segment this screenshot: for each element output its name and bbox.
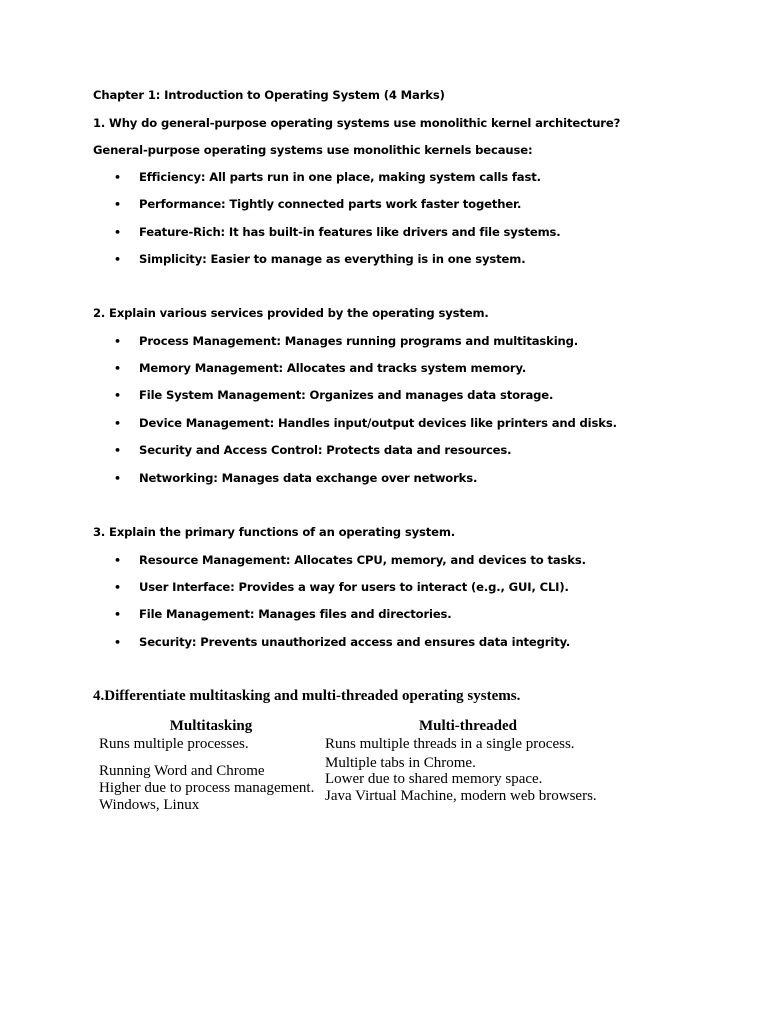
table-cell: Running Word and Chrome xyxy=(99,763,265,779)
question-1-intro: General-purpose operating systems use monolithic kernels because: xyxy=(93,143,533,157)
list-item: • Performance: Tightly connected parts work faster together. xyxy=(139,197,521,212)
table-header-multitasking: Multitasking xyxy=(169,718,253,734)
list-item: • Simplicity: Easier to manage as everything is in one system. xyxy=(139,252,525,267)
chapter-title: Chapter 1: Introduction to Operating System (4 Marks) xyxy=(93,88,445,102)
question-2: 2. Explain various services provided by the operating system. xyxy=(93,306,489,320)
list-item: • Process Management: Manages running programs and multitasking. xyxy=(139,334,578,349)
list-item: • User Interface: Provides a way for users to interact (e.g., GUI, CLI). xyxy=(139,580,569,595)
list-item: • Resource Management: Allocates CPU, memory, and devices to tasks. xyxy=(139,553,586,568)
table-cell: Windows, Linux xyxy=(99,797,200,813)
table-cell: Lower due to shared memory space. xyxy=(325,771,543,787)
list-item: • Security and Access Control: Protects data and resources. xyxy=(139,443,511,458)
table-cell: Runs multiple processes. xyxy=(99,736,249,752)
list-item: • File System Management: Organizes and manages data storage. xyxy=(139,388,553,403)
question-3: 3. Explain the primary functions of an operating system. xyxy=(93,525,456,539)
question-1: 1. Why do general-purpose operating systems use monolithic kernel architecture? xyxy=(93,116,621,130)
list-item: • Networking: Manages data exchange over networks. xyxy=(139,471,477,486)
table-cell: Runs multiple threads in a single process. xyxy=(325,736,575,752)
list-item: • Efficiency: All parts run in one place, making system calls fast. xyxy=(139,170,541,185)
list-item: • Device Management: Handles input/output devices like printers and disks. xyxy=(139,416,617,431)
table-cell: Java Virtual Machine, modern web browsers. xyxy=(325,788,597,804)
question-4: 4.Differentiate multitasking and multi-threaded operating systems. xyxy=(93,688,521,704)
list-item: • Security: Prevents unauthorized access and ensures data integrity. xyxy=(139,635,570,650)
table-cell: Higher due to process management. xyxy=(99,780,315,796)
list-item: • Memory Management: Allocates and tracks system memory. xyxy=(139,361,526,376)
table-cell: Multiple tabs in Chrome. xyxy=(325,755,476,771)
list-item: • File Management: Manages files and directories. xyxy=(139,607,452,622)
list-item: • Feature-Rich: It has built-in features like drivers and file systems. xyxy=(139,225,561,240)
table-header-multithreaded: Multi-threaded xyxy=(418,718,518,734)
